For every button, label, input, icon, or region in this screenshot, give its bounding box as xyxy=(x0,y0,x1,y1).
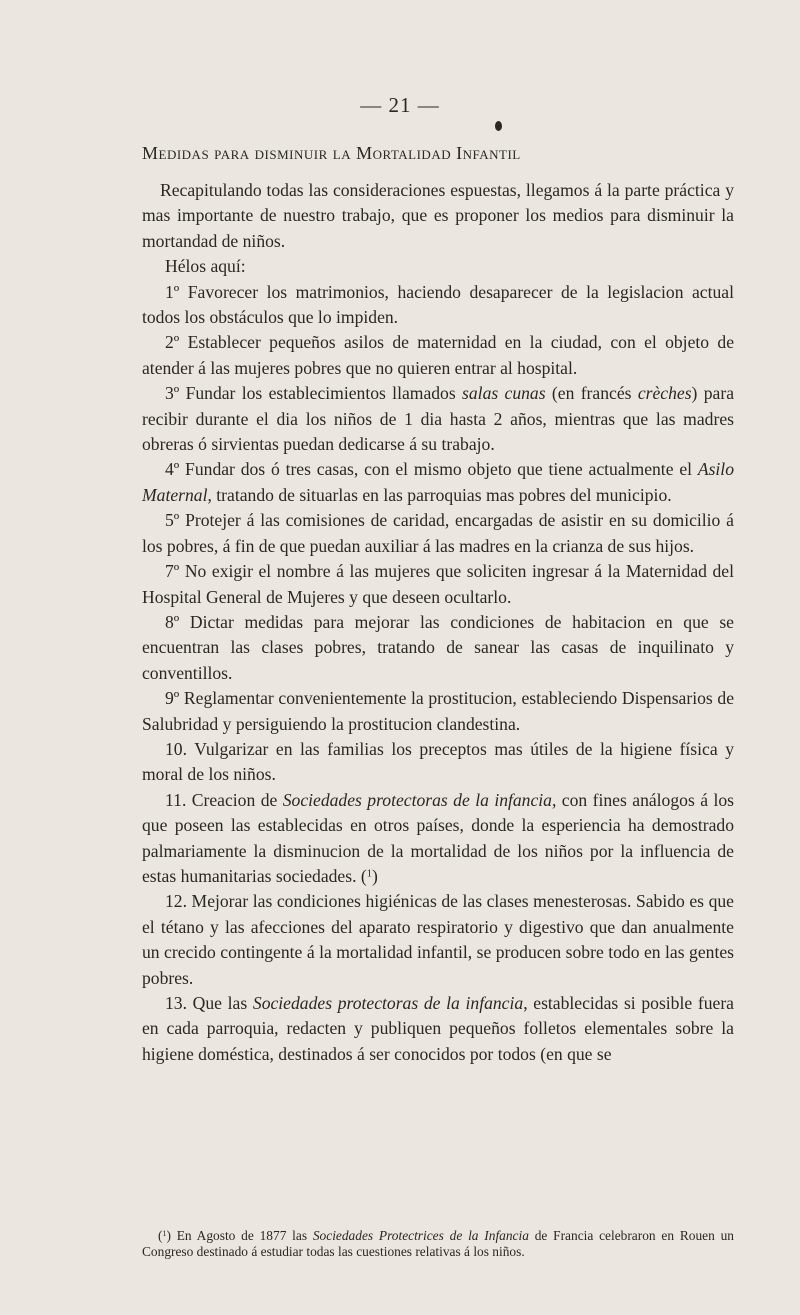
paragraph-intro: Recapitulando todas las consideraciones espuestas, llegamos á la parte práctica y mas importante de nuestro trabajo, que es proponer los medios para disminuir la mortandad de niños. xyxy=(142,180,734,251)
text-run: de Francia celebraron en Rouen un Congreso destinado á estudiar todas las cuestiones relativas á los niños. xyxy=(142,1228,734,1259)
footnotes xyxy=(142,1228,734,1260)
paragraph-item-13 xyxy=(142,991,734,1067)
italic-run: Sociedades protectoras de la infancia xyxy=(252,993,524,1013)
italic-run: Asilo Maternal xyxy=(142,459,734,505)
italic-run: salas cunas xyxy=(462,383,546,404)
paragraph-item-10: 10. Vulgarizar en las familias los preceptos mas útiles de la higiene física y moral de los niños. xyxy=(142,738,734,785)
paragraph-item-9: 9º Reglamentar convenientemente la prostitucion, estableciendo Dispensarios de Salubridad y persiguiendo la prostitucion clandestina. xyxy=(142,688,734,734)
footnote-mark: 1 xyxy=(162,1228,167,1238)
italic-run: Sociedades Protectrices de la Infancia xyxy=(312,1228,529,1243)
italic-run: Sociedades protectoras de la infancia xyxy=(282,789,552,810)
footnote-ref: 1 xyxy=(366,868,373,880)
main-text xyxy=(142,178,734,1067)
paragraph-item-2: 2º Establecer pequeños asilos de maternidad en la ciudad, con el objeto de atender á las mujeres pobres que no quieren entrar al hospital. xyxy=(142,332,734,378)
text-run: , con fines análogos á los que poseen las establecidas en otros países, donde la esperiencia ha demostrado palmariamente la disminucion de la mortalidad de los niños por la influencia de estas humanitarias sociedades. ( xyxy=(142,789,734,886)
text-run: ) para recibir durante el dia los niños de 1 dia hasta 2 años, mientras que las madres obreras ó sirvientas puedan dedicarse á su trabajo. xyxy=(142,383,735,455)
ink-speck xyxy=(495,121,502,131)
text-run: 11. Creacion de xyxy=(165,789,283,810)
text-run: ) xyxy=(372,865,378,886)
italic-run: crèches xyxy=(637,383,692,404)
paragraph-item-5: 5º Protejer á las comisiones de caridad, encargadas de asistir en su domicilio á los pobres, á fin de que puedan auxiliar á las madres en la crianza de sus hijos. xyxy=(142,510,734,556)
paragraph-helos: Hélos aquí: xyxy=(165,256,246,277)
page-number: — 21 — xyxy=(360,93,440,117)
text-run: 13. Que las xyxy=(165,993,253,1013)
text-run: 3º Fundar los establecimientos llamados xyxy=(165,383,463,404)
paragraph-item-12: 12. Mejorar las condiciones higiénicas de las clases menesterosas. Sabido es que el tétano y las afecciones del aparato respiratorio y digestivo que dan anualmente un crecido contingente á la mortalidad infantil, se producen sobre todo en las gentes pobres. xyxy=(142,891,734,988)
text-run: En Agosto de 1877 las xyxy=(170,1228,313,1243)
paragraph-item-4 xyxy=(142,457,734,508)
text-run: 4º Fundar dos ó tres casas, con el mismo objeto que tiene actualmente el xyxy=(165,459,698,480)
paragraph-item-11 xyxy=(142,788,734,890)
page-title: Medidas para disminuir la Mortalidad Infantil xyxy=(142,143,521,163)
paragraph-item-3 xyxy=(142,381,734,457)
text-run: , establecidas si posible fuera en cada parroquia, redacten y publiquen pequeños folletos elementales sobre la higiene doméstica, destinados á ser conocidos por todos (en que se xyxy=(142,993,734,1064)
text-run: , tratando de situarlas en las parroquias mas pobres del municipio. xyxy=(207,484,672,505)
paragraph-item-7: 7º No exigir el nombre á las mujeres que soliciten ingresar á la Maternidad del Hospital General de Mujeres y que deseen ocultarlo. xyxy=(142,561,734,607)
footnote: ($^1$) En Agosto de 1877 las Sociedades Protectrices de la Infancia de Francia celebraron en Rouen un Congreso destinado á estudiar todas las cuestiones relativas á los niños. xyxy=(142,1228,734,1259)
text-run: (en francés xyxy=(545,383,638,404)
paragraph-item-1: 1º Favorecer los matrimonios, haciendo desaparecer de la legislacion actual todos los obstáculos que lo impiden. xyxy=(142,281,734,328)
paragraph-item-8: 8º Dictar medidas para mejorar las condiciones de habitacion en que se encuentran las clases pobres, tratando de sanear las casas de inquilinato y conventillos. xyxy=(142,611,734,683)
